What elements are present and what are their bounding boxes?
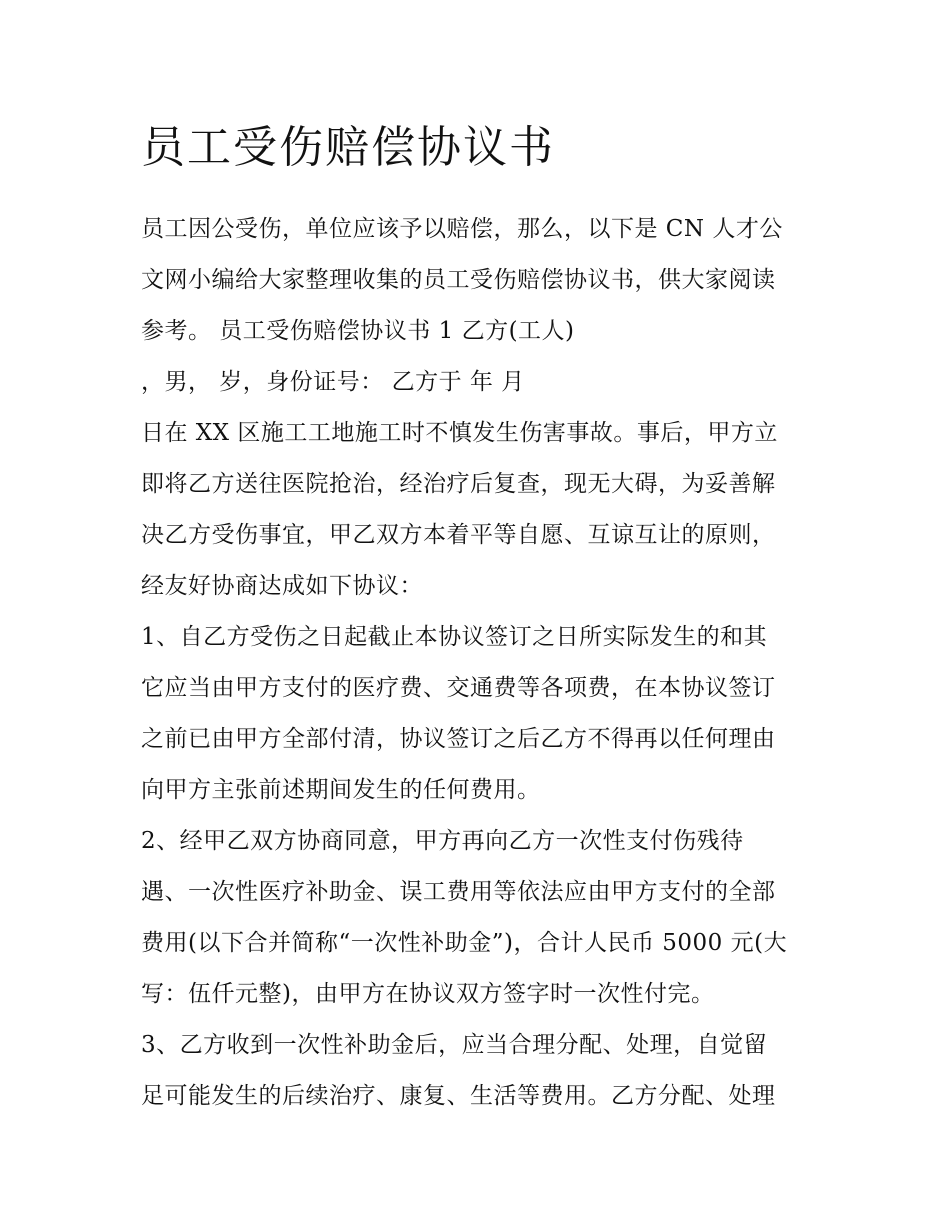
body-line: 决乙方受伤事宜，甲乙双方本着平等自愿、互谅互让的原则， [141,522,776,548]
body-line: 参考。 员工受伤赔偿协议书 1 乙方(工人) [141,318,575,344]
body-line: 写：伍仟元整)，由甲方在协议双方签字时一次性付完。 [141,981,715,1007]
document-title: 员工受伤赔偿协议书 [141,122,555,173]
document-body [141,204,821,1122]
body-line: 它应当由甲方支付的医疗费、交通费等各项费，在本协议签订 [141,675,776,701]
body-line: 向甲方主张前述期间发生的任何费用。 [141,777,541,803]
body-line: 足可能发生的后续治疗、康复、生活等费用。乙方分配、处理 [141,1083,776,1109]
body-line: 日在 XX 区施工工地施工时不慎发生伤害事故。事后，甲方立 [141,420,778,446]
body-line: 2、经甲乙双方协商同意，甲方再向乙方一次性支付伤残待 [141,828,744,854]
body-line: 即将乙方送往医院抢治，经治疗后复查，现无大碍，为妥善解 [141,471,776,497]
body-line: 文网小编给大家整理收集的员工受伤赔偿协议书，供大家阅读 [141,267,776,293]
body-line: 遇、一次性医疗补助金、误工费用等依法应由甲方支付的全部 [141,879,776,905]
body-line: ，男， 岁，身份证号： 乙方于 年 月 [141,369,525,395]
body-line: 1、自乙方受伤之日起截止本协议签订之日所实际发生的和其 [141,624,768,650]
body-line: 费用(以下合并简称“一次性补助金”)，合计人民币 5000 元(大 [141,930,788,956]
body-line: 员工因公受伤，单位应该予以赔偿，那么，以下是 CN 人才公 [141,216,783,242]
body-line: 之前已由甲方全部付清，协议签订之后乙方不得再以任何理由 [141,726,776,752]
body-line: 3、乙方收到一次性补助金后，应当合理分配、处理，自觉留 [141,1032,768,1058]
document-page [141,112,821,1122]
body-line: 经友好协商达成如下协议： [141,573,423,599]
